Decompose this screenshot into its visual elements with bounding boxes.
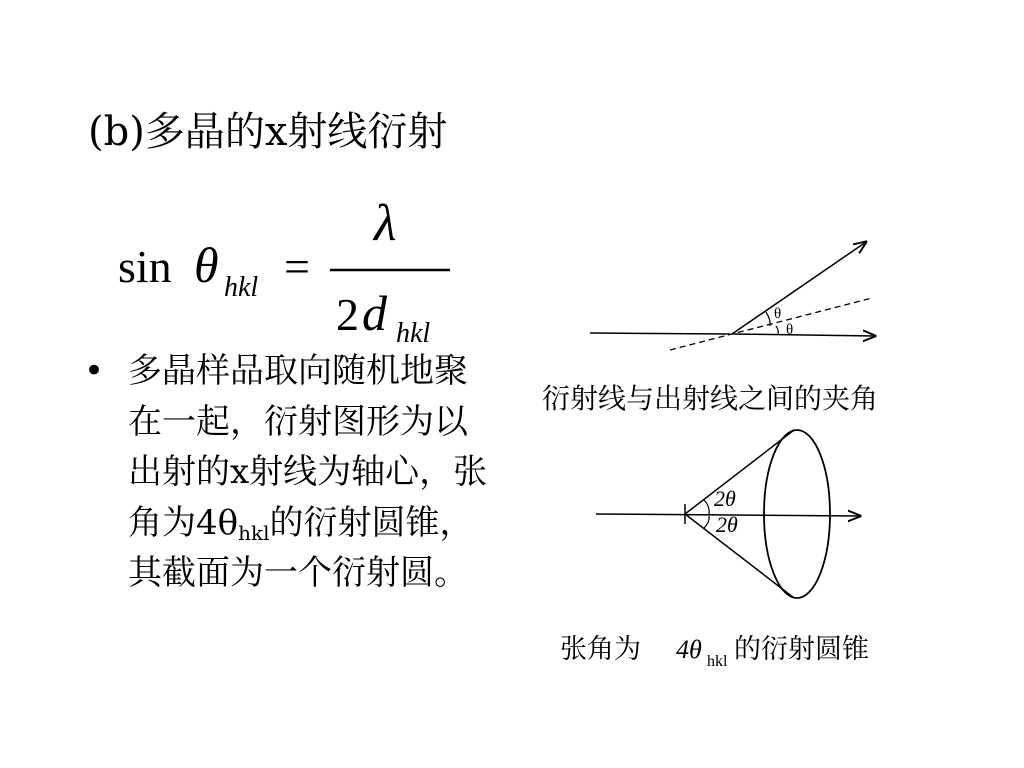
formula-theta-subscript: hkl — [224, 272, 259, 303]
bullet-text — [128, 346, 498, 599]
cone-angle-label-2: 2θ — [716, 512, 738, 537]
crystal-plane-dashed-line — [670, 298, 872, 350]
formula-lambda: λ — [374, 195, 397, 252]
diffraction-figures-svg — [520, 220, 980, 690]
formula-equals: = — [284, 241, 310, 292]
diffraction-circle-ellipse — [764, 430, 830, 598]
cone-lower-edge — [685, 514, 794, 598]
bottom-figure — [560, 430, 869, 670]
bullet-text-part1: 多晶样品取向随机地聚在一起，衍射图形为以出射的x射线为轴心，张角为4θ — [128, 351, 488, 543]
top-figure-caption: 衍射线与出射线之间的夹角 — [542, 382, 879, 415]
bottom-caption-math: 4θ — [676, 635, 702, 664]
bragg-formula — [112, 195, 472, 349]
formula-sin: sin — [118, 241, 172, 292]
bullet-text-part2: 的衍射圆锥，其截面为一个衍射圆。 — [128, 502, 474, 593]
top-figure — [542, 242, 878, 415]
diffraction-figures — [520, 220, 980, 690]
diffracted-beam-arrow — [732, 242, 866, 334]
formula-theta: θ — [194, 237, 219, 293]
angle-label-theta-1: θ — [774, 306, 782, 322]
slide-title: (b)多晶的x射线衍射 — [88, 109, 448, 155]
cone-angle-label-1: 2θ — [714, 486, 736, 511]
bottom-caption-prefix: 张角为 — [560, 634, 641, 665]
bullet-dot: • — [84, 351, 105, 391]
cone-angle-arc-lower — [704, 516, 709, 528]
bragg-formula-svg — [112, 195, 472, 349]
formula-d: d — [362, 285, 387, 341]
cone-upper-edge — [685, 430, 794, 514]
angle-arc-lower — [776, 326, 778, 334]
incident-beam-line — [590, 333, 730, 334]
formula-two: 2 — [336, 289, 359, 340]
bullet-subscript: hkl — [238, 520, 270, 545]
cone-angle-arc-upper — [704, 500, 709, 514]
formula-d-subscript: hkl — [396, 318, 431, 349]
bottom-caption-subscript: hkl — [707, 653, 728, 670]
bottom-caption-suffix: 的衍射圆锥 — [734, 634, 869, 665]
transmitted-beam-arrow — [732, 334, 875, 336]
angle-label-theta-2: θ — [786, 322, 794, 338]
